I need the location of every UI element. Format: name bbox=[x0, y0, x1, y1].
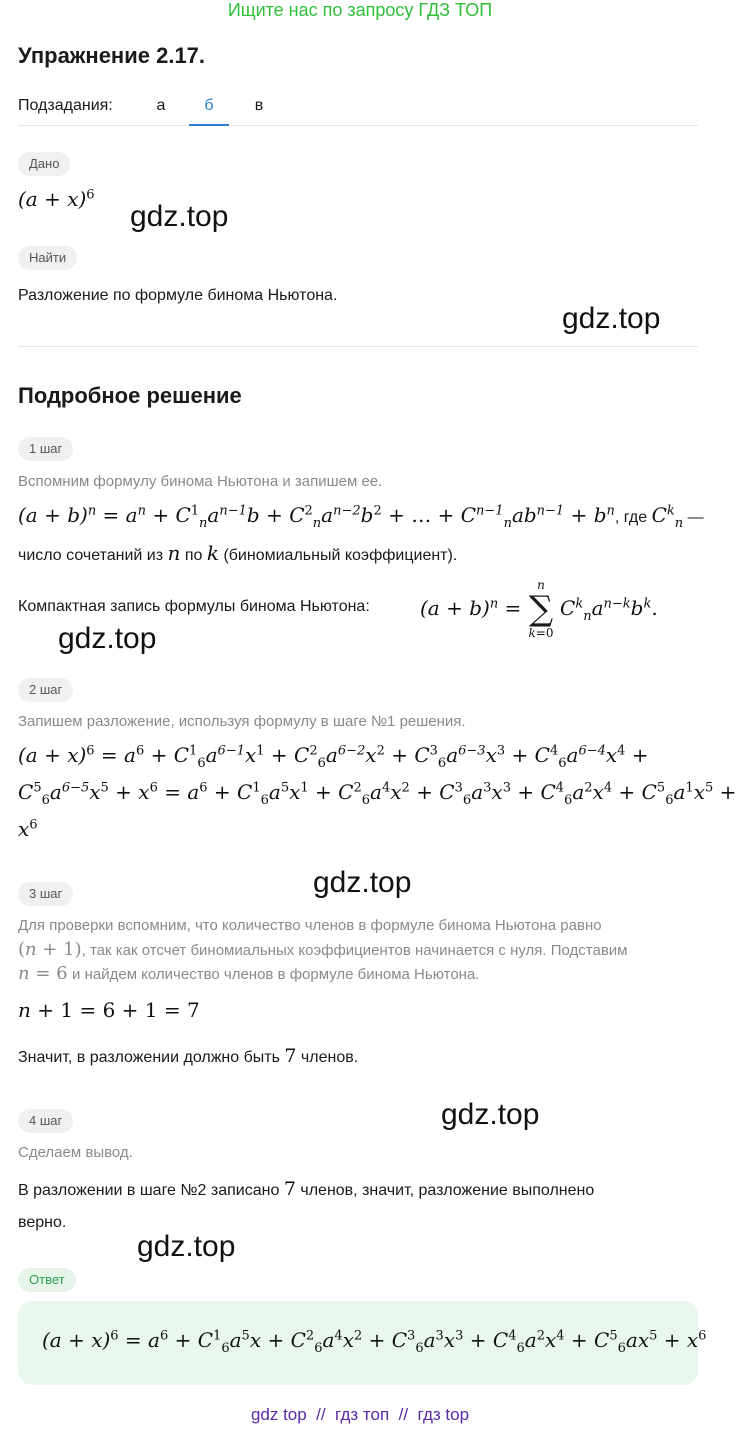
step-4-chip: 4 шаг bbox=[18, 1109, 73, 1133]
comb-text: число сочетаний из bbox=[18, 547, 164, 564]
watermark: gdz.top bbox=[562, 302, 661, 335]
binom-text: (биномиальный коэффициент). bbox=[223, 547, 458, 564]
active-tab-indicator bbox=[189, 124, 229, 126]
step-4-conclusion-c: верно. bbox=[18, 1214, 67, 1231]
answer-expression: $(a + x)^6 = a^6 + C^1_6a^5x + C^2_6a^4x^2 + C^3_6a^3x^3 + C^4_6a^2x^4 + C^5_6ax^5 + x^6$ bbox=[42, 1328, 707, 1356]
tab-b[interactable]: б bbox=[204, 97, 214, 114]
watermark: gdz.top bbox=[130, 200, 229, 233]
find-text: Разложение по формуле бинома Ньютона. bbox=[18, 287, 338, 304]
compact-formula: $(a + b)^n$ = bbox=[420, 596, 522, 620]
tabs-divider bbox=[18, 125, 698, 126]
expansion-line-2: $C^5_6a^{6-5}x^5 + x^6 = a^6 + C^1_6a^5x^1 + C^2_6a^4x^2 + C^3_6a^3x^3 + C^4_6a^2x^4 + C^5_6a^1x^5$ + bbox=[18, 780, 736, 808]
step-4-conclusion: В разложении в шаге №2 записано 7 членов, значит, разложение выполнено bbox=[18, 1178, 595, 1200]
page-title: Упражнение 2.17. bbox=[18, 43, 206, 68]
where-text: , где bbox=[614, 509, 648, 526]
find-chip: Найти bbox=[18, 246, 77, 270]
step-1-comb-line: число сочетаний из n по k (биномиальный коэффициент). bbox=[18, 541, 458, 565]
compact-formula-line bbox=[18, 578, 370, 615]
watermark: gdz.top bbox=[58, 622, 157, 655]
subtasks-label: Подзадания: bbox=[18, 97, 113, 114]
dash-text: — bbox=[687, 509, 704, 526]
step-2-intro: Запишем разложение, используя формулу в шаге №1 решения. bbox=[18, 713, 466, 730]
step-1-chip: 1 шаг bbox=[18, 437, 73, 461]
given-chip: Дано bbox=[18, 152, 70, 176]
watermark: gdz.top bbox=[137, 1230, 236, 1263]
section-divider bbox=[18, 346, 698, 347]
count-equation: n + 1 = 6 + 1 = 7 bbox=[18, 998, 200, 1022]
step-4-intro: Сделаем вывод. bbox=[18, 1144, 133, 1161]
po-text: по bbox=[184, 547, 203, 564]
solution-title: Подробное решение bbox=[18, 383, 242, 408]
answer-chip: Ответ bbox=[18, 1268, 76, 1292]
step-3-intro-b: , так как отсчет биномиальных коэффициентов начинается с нуля. Подставим bbox=[81, 942, 628, 959]
compact-text: Компактная запись формулы бинома Ньютона: bbox=[18, 598, 370, 615]
step-3-conclusion: Значит, в разложении должно быть 7 членов. bbox=[18, 1045, 359, 1067]
tab-v[interactable]: в bbox=[254, 97, 264, 114]
top-banner: Ищите нас по запросу ГДЗ ТОП bbox=[227, 0, 493, 20]
given-expression: $(a + x)^6$ bbox=[18, 187, 95, 211]
step-2-chip: 2 шаг bbox=[18, 678, 73, 702]
sum-symbol: n ∑ k=0 bbox=[528, 578, 554, 640]
step-3-intro-line-2: (n + 1), так как отсчет биномиальных коэффициентов начинается с нуля. Подставим bbox=[18, 939, 628, 960]
expansion-line-3: $x^6$ bbox=[18, 817, 38, 841]
step-3-chip: 3 шаг bbox=[18, 882, 73, 906]
step-4-conclusion-a: В разложении в шаге №2 записано bbox=[18, 1182, 280, 1199]
watermark: gdz.top bbox=[441, 1098, 540, 1131]
expansion-line-1: $(a + x)^6 = a^6 + C^1_6a^{6-1}x^1 + C^2_6a^{6-2}x^2 + C^3_6a^{6-3}x^3 + C^4_6a^{6-4}x^4$ + bbox=[18, 743, 649, 771]
step-1-intro: Вспомним формулу бинома Ньютона и запишем ее. bbox=[18, 473, 383, 490]
watermark: gdz.top bbox=[313, 866, 412, 899]
step-3-conclusion-b: членов. bbox=[300, 1049, 359, 1066]
step-3-intro-line-3: n = 6 и найдем количество членов в формуле бинома Ньютона. bbox=[18, 963, 480, 984]
step-3-intro-c: и найдем количество членов в формуле бинома Ньютона. bbox=[72, 966, 480, 983]
compact-formula-terms: $C^k_na^{n-k}b^k$. bbox=[560, 596, 658, 624]
tab-a[interactable]: а bbox=[156, 97, 166, 114]
binomial-formula: $(a + b)^n = a^n + C^1_na^{n-1}b + C^2_na^{n-2}b^2$ + … + $C^{n-1}_nab^{n-1} + b^n$, где $C^k_n$ — bbox=[18, 503, 704, 531]
step-3-intro-line-1: Для проверки вспомним, что количество членов в формуле бинома Ньютона равно bbox=[18, 917, 602, 934]
step-3-conclusion-a: Значит, в разложении должно быть bbox=[18, 1049, 280, 1066]
footer-links[interactable]: gdz top // гдз топ // гдз top bbox=[250, 1405, 470, 1424]
step-4-conclusion-b: членов, значит, разложение выполнено bbox=[300, 1182, 595, 1199]
